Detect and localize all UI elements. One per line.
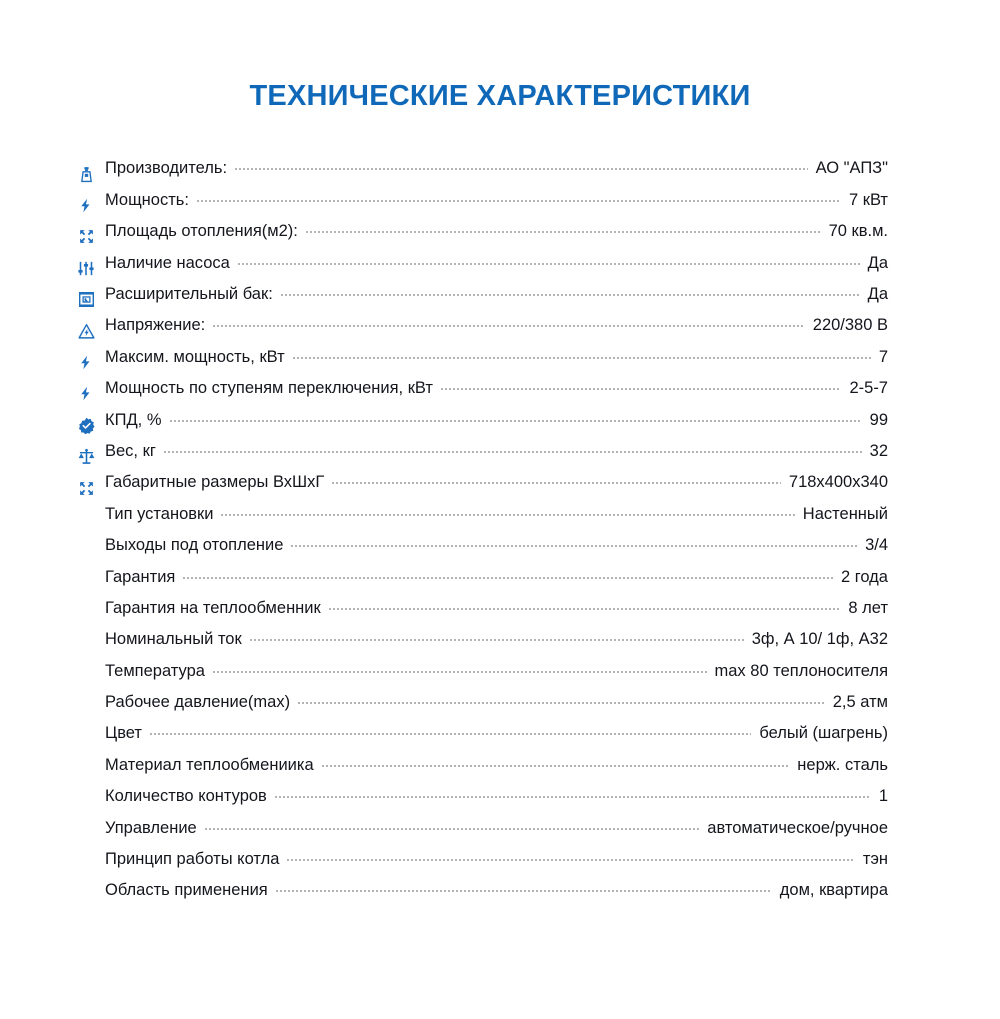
spec-label: Выходы под отопление <box>105 536 284 555</box>
spec-row <box>78 504 888 535</box>
spec-value: max 80 теплоносителя <box>714 661 888 680</box>
spec-value: 1 <box>878 787 888 806</box>
spec-label: Количество контуров <box>105 787 267 806</box>
electric-hazard-icon <box>78 321 105 341</box>
spec-row <box>78 786 888 817</box>
spec-row <box>78 347 888 378</box>
spec-value: 8 лет <box>848 598 888 617</box>
dotted-leader <box>331 473 781 487</box>
dotted-leader <box>297 693 825 707</box>
dotted-leader <box>274 787 871 801</box>
spec-row <box>78 472 888 503</box>
spec-label: Максим. мощность, кВт <box>105 347 285 366</box>
dotted-leader <box>280 285 860 299</box>
spec-row <box>78 849 888 880</box>
spec-label: Цвет <box>105 724 142 743</box>
dotted-leader <box>440 379 842 393</box>
spec-value: Да <box>867 284 888 303</box>
spec-row <box>78 441 888 472</box>
dotted-leader <box>328 599 841 613</box>
dotted-leader <box>292 348 871 362</box>
dotted-leader <box>305 222 821 236</box>
spec-label: Мощность: <box>105 190 189 209</box>
spec-sheet-page <box>0 19 1000 1019</box>
spec-row <box>78 880 888 911</box>
dotted-leader <box>234 159 808 173</box>
spec-row <box>78 253 888 284</box>
dotted-leader <box>286 850 855 864</box>
spec-icon-placeholder <box>78 509 105 529</box>
spec-row <box>78 190 888 221</box>
spec-row <box>78 629 888 660</box>
spec-label: Расширительный бак: <box>105 284 273 303</box>
spec-icon-placeholder <box>78 823 105 843</box>
spec-icon-placeholder <box>78 855 105 875</box>
spec-label: КПД, % <box>105 410 162 429</box>
dotted-leader <box>237 254 860 268</box>
spec-label: Мощность по ступеням переключения, кВт <box>105 379 433 398</box>
scales-icon <box>78 447 105 467</box>
spec-value: 220/380 В <box>812 316 888 335</box>
dotted-leader <box>220 505 794 519</box>
spec-label: Производитель: <box>105 159 228 178</box>
spec-value: АО "АПЗ" <box>815 159 888 178</box>
dotted-leader <box>321 756 790 770</box>
spec-icon-placeholder <box>78 572 105 592</box>
spec-row <box>78 661 888 692</box>
page-title: ТЕХНИЧЕСКИЕ ХАРАКТЕРИСТИКИ <box>249 80 751 113</box>
sliders-icon <box>78 258 105 278</box>
dotted-leader <box>212 316 805 330</box>
dotted-leader <box>196 191 841 205</box>
lightning-icon <box>78 196 105 216</box>
spec-label: Тип установки <box>105 504 214 523</box>
spec-value: 2,5 атм <box>832 693 888 712</box>
dotted-leader <box>249 630 744 644</box>
spec-label: Гарантия на теплообменник <box>105 598 321 617</box>
badge-check-icon <box>78 415 105 435</box>
spec-icon-placeholder <box>78 761 105 781</box>
lightning-icon <box>78 352 105 372</box>
dotted-leader <box>275 881 772 895</box>
spec-label: Температура <box>105 661 205 680</box>
spec-label: Материал теплообмениика <box>105 755 314 774</box>
dotted-leader <box>204 819 700 833</box>
lightning-icon <box>78 384 105 404</box>
spec-icon-placeholder <box>78 635 105 655</box>
spec-value: дом, квартира <box>779 881 888 900</box>
spec-label: Габаритные размеры ВхШхГ <box>105 473 325 492</box>
spec-label: Принцип работы котла <box>105 850 280 869</box>
spec-label: Рабочее давление(max) <box>105 693 291 712</box>
dotted-leader <box>163 442 862 456</box>
spec-value: 718x400x340 <box>788 473 888 492</box>
spec-row <box>78 535 888 566</box>
spec-value: белый (шагрень) <box>759 724 888 743</box>
spec-value: 7 <box>878 347 888 366</box>
spec-row <box>78 692 888 723</box>
expand-arrows-icon <box>78 478 105 498</box>
specifications-list <box>78 158 888 911</box>
spec-value: Да <box>867 253 888 272</box>
expansion-tank-icon <box>78 290 105 310</box>
spec-label: Область применения <box>105 881 268 900</box>
spec-value: нерж. сталь <box>797 755 888 774</box>
dotted-leader <box>169 411 862 425</box>
spec-row <box>78 221 888 252</box>
spec-label: Управление <box>105 818 197 837</box>
spec-icon-placeholder <box>78 698 105 718</box>
spec-value: тэн <box>862 850 888 869</box>
spec-value: 99 <box>869 410 888 429</box>
expand-arrows-icon <box>78 227 105 247</box>
spec-value: 3ф, А 10/ 1ф, А32 <box>751 630 888 649</box>
spec-icon-placeholder <box>78 604 105 624</box>
boiler-icon <box>78 164 105 184</box>
spec-row <box>78 567 888 598</box>
spec-value: 2 года <box>840 567 888 586</box>
spec-value: 32 <box>869 441 888 460</box>
spec-value: 7 кВт <box>849 190 888 209</box>
spec-label: Площадь отопления(м2): <box>105 222 298 241</box>
spec-row <box>78 158 888 189</box>
spec-label: Наличие насоса <box>105 253 230 272</box>
spec-value: 3/4 <box>865 536 888 555</box>
spec-icon-placeholder <box>78 541 105 561</box>
spec-label: Напряжение: <box>105 316 206 335</box>
spec-icon-placeholder <box>78 666 105 686</box>
spec-value: 2-5-7 <box>849 379 888 398</box>
spec-row <box>78 284 888 315</box>
spec-icon-placeholder <box>78 792 105 812</box>
spec-row <box>78 723 888 754</box>
dotted-leader <box>212 662 707 676</box>
spec-row <box>78 818 888 849</box>
spec-value: автоматическое/ручное <box>707 818 888 837</box>
dotted-leader <box>290 536 857 550</box>
spec-row <box>78 755 888 786</box>
spec-icon-placeholder <box>78 886 105 906</box>
dotted-leader <box>182 568 833 582</box>
spec-label: Номинальный ток <box>105 630 242 649</box>
spec-row <box>78 410 888 441</box>
dotted-leader <box>149 724 751 738</box>
spec-label: Гарантия <box>105 567 176 586</box>
spec-label: Вес, кг <box>105 441 156 460</box>
spec-icon-placeholder <box>78 729 105 749</box>
spec-value: 70 кв.м. <box>828 222 888 241</box>
spec-row <box>78 378 888 409</box>
spec-value: Настенный <box>802 504 888 523</box>
spec-row <box>78 598 888 629</box>
spec-row <box>78 315 888 346</box>
